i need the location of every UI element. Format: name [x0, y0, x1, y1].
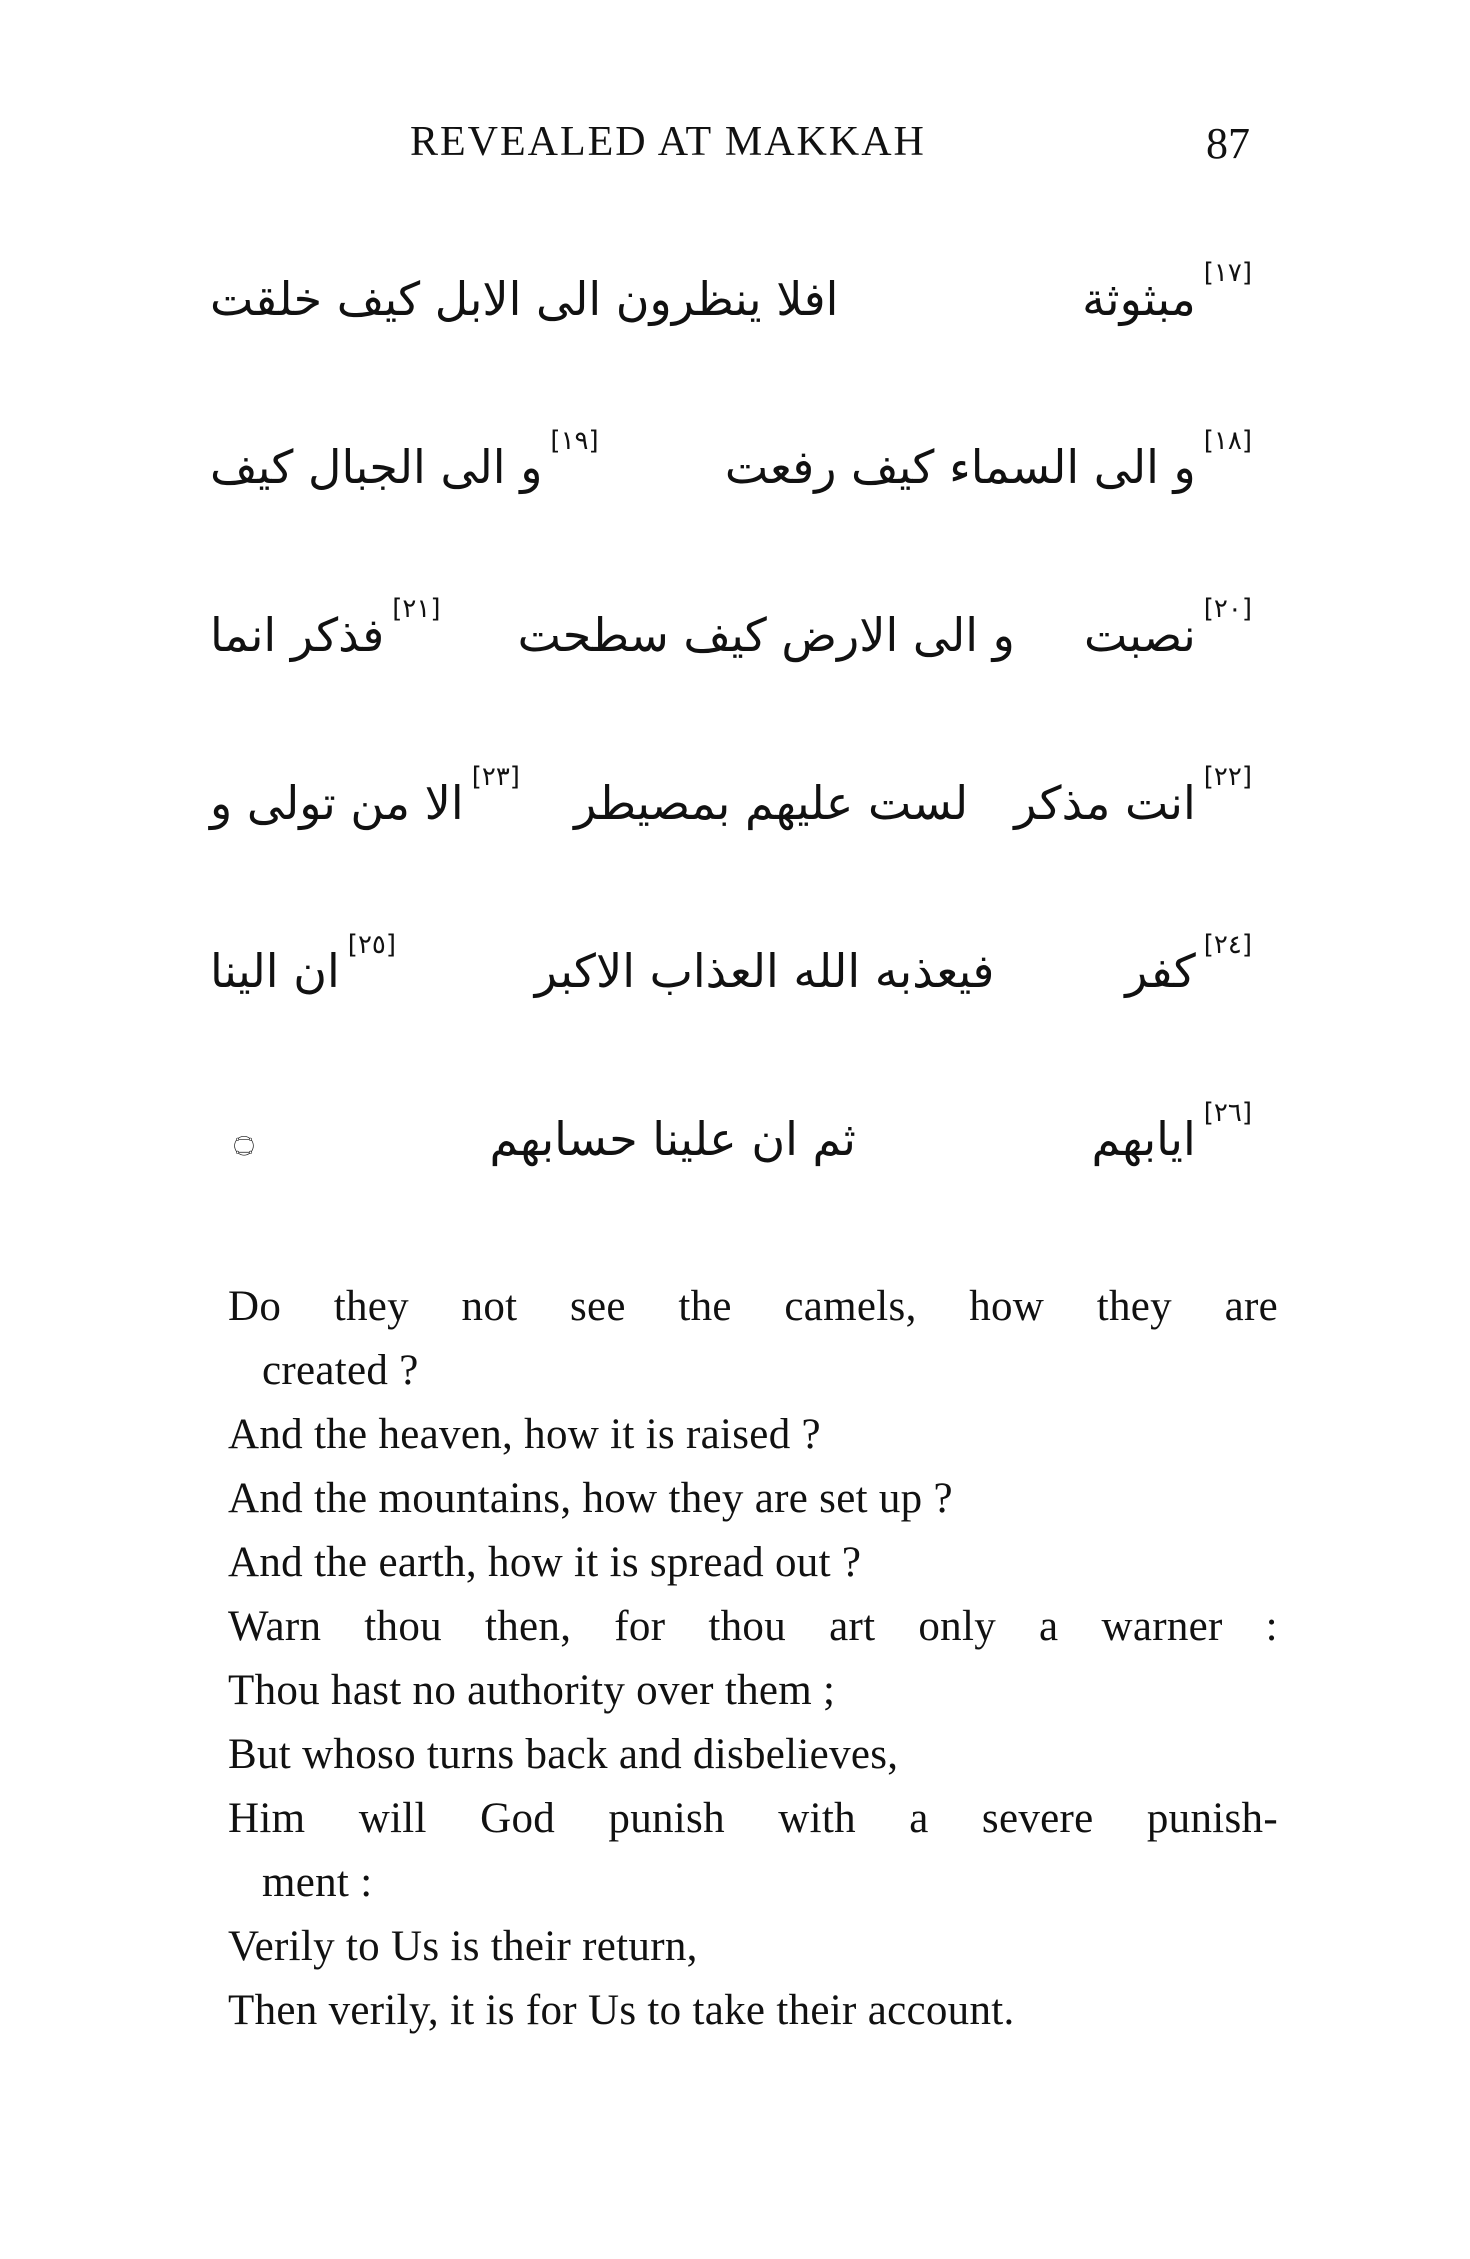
arabic-verse-text: انت مذكر	[1014, 776, 1196, 830]
translation-word: thou	[708, 1603, 787, 1650]
translation-word: art	[829, 1603, 876, 1650]
arabic-verse-text: و الى الارض كيف سطحت	[517, 608, 1015, 662]
translation-line: And the mountains, how they are set up ?	[228, 1475, 953, 1522]
translation-word: God	[480, 1795, 556, 1842]
translation-word: thou	[364, 1603, 442, 1650]
translation-word: with	[778, 1795, 856, 1842]
arabic-segment	[535, 887, 995, 1055]
translation-word: a	[909, 1795, 929, 1842]
translation-word: the	[678, 1283, 732, 1330]
translation-word: Him	[228, 1795, 306, 1842]
arabic-verse-text: فذكر انما	[210, 608, 385, 662]
verse-number: [١٨]	[1203, 426, 1252, 456]
arabic-line	[200, 383, 1270, 551]
translation-word: how	[969, 1283, 1045, 1330]
translation-word: will	[358, 1795, 427, 1842]
translation-word: camels,	[784, 1283, 917, 1330]
arabic-segment	[574, 719, 968, 887]
translation-word: they	[333, 1283, 409, 1330]
translation-word: warner	[1101, 1603, 1223, 1650]
arabic-verse-text: ثم ان علينا حسابهم	[489, 1112, 856, 1166]
translation-line: Then verily, it is for Us to take their account.	[228, 1987, 1015, 2034]
arabic-verse-text: فيعذبه الله العذاب الاكبر	[534, 944, 995, 998]
translation-word: they	[1096, 1283, 1172, 1330]
verse-number: [٢٠]	[1203, 594, 1252, 624]
translation-word: not	[461, 1283, 518, 1330]
arabic-verse-text: افلا ينظرون الى الابل كيف خلقت	[210, 272, 839, 326]
translation-line: And the earth, how it is spread out ?	[228, 1539, 862, 1586]
translation-word: a	[1039, 1603, 1059, 1650]
verse-number: [١٧]	[1203, 258, 1252, 288]
arabic-segment	[518, 551, 1015, 719]
translation-line: But whoso turns back and disbelieves,	[228, 1731, 899, 1778]
verse-number: [٢١]	[392, 594, 441, 624]
english-translation	[228, 1275, 1278, 2043]
arabic-line	[200, 551, 1270, 719]
translation-line: Thou hast no authority over them ;	[228, 1667, 836, 1714]
arabic-verse-text: الا من تولى و	[210, 776, 464, 830]
verse-number: [١٩]	[550, 426, 599, 456]
translation-word: :	[1265, 1603, 1278, 1650]
translation-word: only	[918, 1603, 997, 1650]
translation-word: for	[614, 1603, 666, 1650]
translation-word: Do	[228, 1283, 282, 1330]
running-head: REVEALED AT MAKKAH	[410, 119, 926, 165]
translation-word: then,	[484, 1603, 572, 1650]
arabic-line	[200, 887, 1270, 1055]
verse-number: [٢٣]	[471, 762, 520, 792]
translation-line: And the heaven, how it is raised ?	[228, 1411, 821, 1458]
arabic-segment	[490, 1055, 856, 1223]
translation-word: punish-	[1146, 1795, 1278, 1842]
translation-line: ment :	[262, 1859, 373, 1906]
arabic-verse-text: كفر	[1125, 944, 1196, 998]
translation-word: are	[1224, 1283, 1278, 1330]
verse-number: [٢٤]	[1203, 930, 1252, 960]
translation-line: Verily to Us is their return,	[228, 1923, 698, 1970]
arabic-segment	[210, 551, 448, 719]
arabic-segment	[1092, 1055, 1260, 1223]
arabic-verse-text: و الى الجبال كيف	[210, 440, 543, 494]
arabic-segment	[210, 887, 404, 1055]
arabic-verse-text: لست عليهم بمصيطر	[574, 776, 969, 830]
translation-word: Warn	[228, 1603, 322, 1650]
translation-word: punish	[608, 1795, 725, 1842]
translation-word: severe	[981, 1795, 1094, 1842]
arabic-line	[200, 215, 1270, 383]
arabic-verse-text: ايابهم	[1091, 1112, 1196, 1166]
translation-line	[228, 1275, 1278, 1339]
translation-line	[228, 1787, 1278, 1851]
arabic-segment	[725, 383, 1260, 551]
arabic-verse-text: ان الينا	[210, 944, 340, 998]
page-number: 87	[1206, 119, 1250, 168]
translation-line: created ?	[262, 1347, 419, 1394]
arabic-text-block	[200, 215, 1270, 1225]
verse-end-mark-icon: ۝	[234, 1119, 254, 1159]
verse-number: [٢٥]	[347, 930, 397, 960]
translation-line	[228, 1595, 1278, 1659]
translation-word: see	[569, 1283, 626, 1330]
arabic-verse-text: مبثوثة	[1082, 272, 1196, 326]
verse-number: [٢٦]	[1203, 1098, 1252, 1128]
arabic-line	[200, 1055, 1270, 1223]
arabic-verse-text: و الى السماء كيف رفعت	[724, 440, 1196, 494]
page-header	[410, 118, 1270, 178]
verse-number: [٢٢]	[1203, 762, 1252, 792]
arabic-verse-text: نصبت	[1084, 608, 1196, 662]
arabic-segment	[210, 215, 838, 383]
